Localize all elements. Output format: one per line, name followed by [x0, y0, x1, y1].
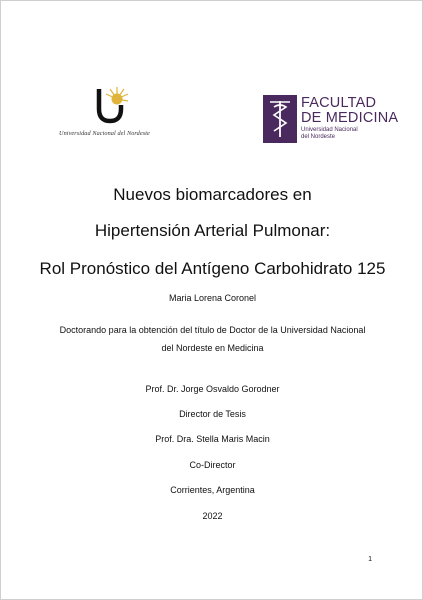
title-line-3: Rol Pronóstico del Antígeno Carbohidrato 125 [39, 259, 386, 278]
degree-line-2: del Nordeste en Medicina [161, 343, 264, 353]
title-line-2: Hipertensión Arterial Pulmonar: [94, 221, 331, 240]
facultad-title [301, 96, 398, 126]
facultad-title-line1: FACULTAD [301, 95, 377, 111]
title-line-1: Nuevos biomarcadores en [113, 185, 312, 204]
page-number: 1 [368, 556, 372, 563]
unne-name: Universidad Nacional del Nordeste [59, 130, 150, 137]
director-name: Prof. Dr. Jorge Osvaldo Gorodner [145, 384, 280, 394]
facultad-title-line2: DE MEDICINA [301, 110, 399, 126]
year: 2022 [202, 511, 223, 521]
director-role: Director de Tesis [179, 409, 246, 419]
place: Corrientes, Argentina [170, 485, 255, 495]
codirector-name: Prof. Dra. Stella Maris Macin [155, 434, 270, 444]
codirector-role: Co-Director [189, 460, 236, 470]
facultad-medicina-emblem-icon [263, 95, 297, 143]
degree-line-1: Doctorando para la obtención del título de Doctor de la Universidad Nacional [59, 325, 366, 335]
unne-logo-icon [93, 85, 129, 125]
degree-statement [1, 321, 423, 357]
facultad-subtitle [301, 127, 358, 141]
author-name: Maria Lorena Coronel [168, 293, 257, 303]
facultad-sub-line2: del Nordeste [301, 134, 336, 140]
facultad-sub-line1: Universidad Nacional [301, 127, 358, 133]
